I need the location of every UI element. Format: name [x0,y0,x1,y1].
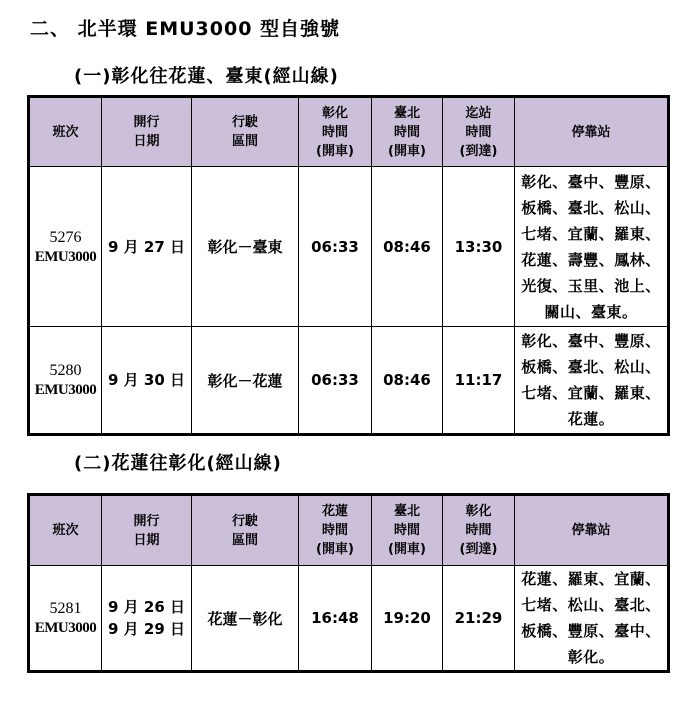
header-run-date [102,495,192,566]
table-header-row [29,97,669,167]
header-text: 區間 [231,134,258,149]
header-text: 行駛 [231,115,258,130]
stops-line: 板橋、豐原、臺中、 [521,622,661,640]
header-train-no [29,495,102,566]
stops-line: 板橋、臺北、松山、 [521,198,661,217]
header-text: 停靠站 [571,523,611,538]
header-text: 停靠站 [571,124,611,140]
origin-departure-time: 06:33 [299,327,372,435]
header-taipei-departure [372,97,443,167]
stops-line: 彰化。 [567,648,615,666]
train-cell [29,327,102,435]
header-text: 臺北 [393,504,420,519]
date-cell [102,566,192,672]
terminal-arrival-time: 11:17 [443,327,515,435]
stops-line: 板橋、臺北、松山、 [521,358,661,376]
header-origin-departure [299,495,372,566]
header-text: 彰化 [465,504,492,519]
date-cell [102,327,192,435]
header-text: (開車) [316,542,354,557]
stops-line: 花蓮。 [567,410,615,428]
header-train-no [29,97,102,167]
table-row [29,327,669,435]
header-text: 時間 [465,124,492,140]
header-text: 臺北 [393,105,420,121]
stops-line: 關山、臺東。 [544,302,638,321]
train-type: EMU3000 [34,382,97,398]
header-text: 日期 [133,532,160,548]
train-cell [29,566,102,672]
train-number: 5280 [49,362,82,379]
header-stops [515,495,669,566]
header-text: 班次 [52,523,79,538]
header-text: (開車) [388,143,426,159]
header-text: 時間 [393,124,420,140]
header-run-date [102,97,192,167]
header-text: 時間 [321,523,348,538]
header-text: 班次 [52,124,79,140]
header-text: 迄站 [465,105,492,121]
subtitle-changhua-to-hualien-taitung: (一)彰化往花蓮、臺東(經山線) [74,66,339,87]
taipei-departure-time: 08:46 [372,327,443,435]
stops-cell [515,167,669,327]
run-date: 9 月 29 日 [108,620,185,638]
section-cell: 彰化－花蓮 [192,327,299,435]
stops-line: 七堵、松山、臺北、 [521,596,661,614]
stops-line: 七堵、宜蘭、羅東、 [521,384,661,402]
header-text: (開車) [316,143,354,159]
header-text: (開車) [388,542,426,557]
header-taipei-departure [372,495,443,566]
header-section [192,495,299,566]
stops-line: 花蓮、壽豐、鳳林、 [521,250,661,269]
schedule-table-southbound [27,95,670,436]
table-row [29,566,669,672]
header-origin-departure [299,97,372,167]
header-text: 時間 [393,523,420,538]
stops-line: 彰化、臺中、豐原、 [521,172,661,191]
origin-departure-time: 06:33 [299,167,372,327]
run-date: 9 月 30 日 [108,371,185,389]
train-cell [29,167,102,327]
date-cell [102,167,192,327]
run-date: 9 月 26 日 [108,598,185,616]
table-header-row [29,495,669,566]
header-terminal-arrival [443,495,515,566]
subtitle-hualien-to-changhua: (二)花蓮往彰化(經山線) [74,453,282,474]
header-text: 時間 [465,523,492,538]
header-text: 開行 [133,115,160,130]
stops-line: 七堵、宜蘭、羅東、 [521,224,661,243]
header-text: 時間 [321,124,348,140]
run-date: 9 月 27 日 [108,237,185,256]
header-text: 彰化 [321,105,348,121]
terminal-arrival-time: 13:30 [443,167,515,327]
header-stops [515,97,669,167]
train-type: EMU3000 [34,248,97,265]
header-text: 日期 [133,134,160,149]
stops-line: 花蓮、羅東、宜蘭、 [521,570,661,588]
train-type: EMU3000 [34,620,97,636]
train-number: 5276 [49,228,82,246]
header-text: 行駛 [231,513,258,529]
table-row [29,167,669,327]
section-cell: 彰化－臺東 [192,167,299,327]
header-text: (到達) [459,143,498,159]
taipei-departure-time: 08:46 [372,167,443,327]
terminal-arrival-time: 21:29 [443,566,515,672]
section-cell: 花蓮－彰化 [192,566,299,672]
stops-line: 光復、玉里、池上、 [521,276,661,295]
header-terminal-arrival [443,97,515,167]
header-section [192,97,299,167]
train-number: 5281 [49,600,82,617]
schedule-table-northbound [27,493,670,673]
stops-cell [515,327,669,435]
header-text: 開行 [133,513,160,529]
stops-line: 彰化、臺中、豐原、 [521,332,661,350]
header-text: 花蓮 [321,504,348,519]
taipei-departure-time: 19:20 [372,566,443,672]
header-text: (到達) [459,542,498,557]
stops-cell [515,566,669,672]
header-text: 區間 [231,532,258,548]
origin-departure-time: 16:48 [299,566,372,672]
section-title: 二、 北半環 EMU3000 型自強號 [30,18,341,40]
